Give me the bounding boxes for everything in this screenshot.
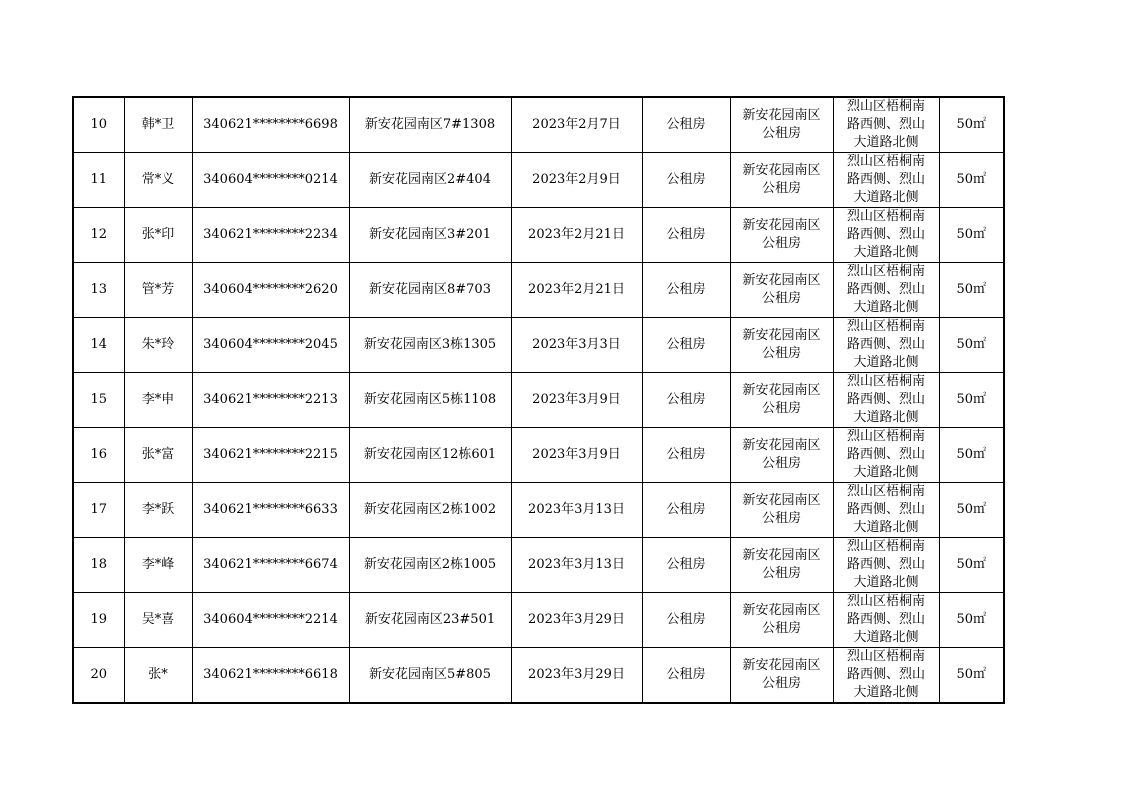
cell-location-line: 路西侧、烈山 (846, 557, 925, 572)
cell-project (730, 97, 833, 153)
cell-id-number: 340604********2620 (192, 263, 349, 318)
cell-location-line: 路西侧、烈山 (846, 337, 925, 352)
cell-location-line: 烈山区梧桐南 (846, 154, 925, 169)
cell-location-line: 大道路北侧 (853, 355, 919, 370)
cell-area: 50㎡ (939, 97, 1004, 153)
cell-date: 2023年3月3日 (511, 318, 642, 373)
cell-project-line: 新安花园南区 (742, 438, 821, 453)
cell-location (833, 97, 939, 153)
cell-project (730, 263, 833, 318)
cell-name: 韩*卫 (124, 97, 192, 153)
cell-location-line: 烈山区梧桐南 (846, 649, 925, 664)
cell-id-number: 340621********6633 (192, 483, 349, 538)
cell-housing-type: 公租房 (642, 483, 730, 538)
cell-name: 李*峰 (124, 538, 192, 593)
cell-location-line: 大道路北侧 (853, 630, 919, 645)
cell-address: 新安花园南区7#1308 (349, 97, 511, 153)
cell-id-number: 340621********2234 (192, 208, 349, 263)
cell-location-line: 大道路北侧 (853, 465, 919, 480)
cell-id-number: 340621********6698 (192, 97, 349, 153)
cell-location (833, 428, 939, 483)
table-row (73, 263, 1004, 318)
cell-project (730, 483, 833, 538)
cell-housing-type: 公租房 (642, 318, 730, 373)
cell-project-line: 新安花园南区 (742, 383, 821, 398)
cell-number: 11 (73, 153, 124, 208)
cell-number: 10 (73, 97, 124, 153)
cell-area: 50㎡ (939, 593, 1004, 648)
cell-number: 13 (73, 263, 124, 318)
cell-id-number: 340604********0214 (192, 153, 349, 208)
cell-location-line: 路西侧、烈山 (846, 227, 925, 242)
table-row (73, 428, 1004, 483)
cell-id-number: 340604********2045 (192, 318, 349, 373)
cell-location (833, 373, 939, 428)
cell-housing-type: 公租房 (642, 208, 730, 263)
cell-project (730, 428, 833, 483)
cell-number: 15 (73, 373, 124, 428)
cell-number: 18 (73, 538, 124, 593)
table-body (73, 97, 1004, 703)
cell-location-line: 路西侧、烈山 (846, 667, 925, 682)
cell-location-line: 烈山区梧桐南 (846, 429, 925, 444)
cell-project-line: 新安花园南区 (742, 658, 821, 673)
cell-location-line: 路西侧、烈山 (846, 502, 925, 517)
cell-area: 50㎡ (939, 538, 1004, 593)
cell-project-line: 新安花园南区 (742, 108, 821, 123)
cell-date: 2023年2月7日 (511, 97, 642, 153)
cell-housing-type: 公租房 (642, 263, 730, 318)
cell-project-line: 公租房 (761, 566, 801, 581)
cell-location-line: 大道路北侧 (853, 135, 919, 150)
cell-area: 50㎡ (939, 373, 1004, 428)
cell-location-line: 烈山区梧桐南 (846, 264, 925, 279)
cell-location-line: 烈山区梧桐南 (846, 99, 925, 114)
cell-area: 50㎡ (939, 263, 1004, 318)
cell-date: 2023年2月9日 (511, 153, 642, 208)
cell-project-line: 公租房 (761, 676, 801, 691)
cell-date: 2023年3月29日 (511, 593, 642, 648)
cell-location-line: 大道路北侧 (853, 300, 919, 315)
cell-date: 2023年3月13日 (511, 538, 642, 593)
cell-location-line: 大道路北侧 (853, 190, 919, 205)
table-row (73, 97, 1004, 153)
cell-project-line: 公租房 (761, 511, 801, 526)
cell-project-line: 新安花园南区 (742, 493, 821, 508)
cell-address: 新安花园南区2#404 (349, 153, 511, 208)
cell-project-line: 公租房 (761, 401, 801, 416)
table-row (73, 593, 1004, 648)
cell-location-line: 烈山区梧桐南 (846, 319, 925, 334)
cell-location (833, 263, 939, 318)
cell-id-number: 340621********6674 (192, 538, 349, 593)
cell-date: 2023年3月9日 (511, 373, 642, 428)
cell-location (833, 208, 939, 263)
cell-number: 16 (73, 428, 124, 483)
cell-project (730, 153, 833, 208)
cell-area: 50㎡ (939, 648, 1004, 704)
cell-project-line: 新安花园南区 (742, 548, 821, 563)
cell-address: 新安花园南区3栋1305 (349, 318, 511, 373)
cell-area: 50㎡ (939, 428, 1004, 483)
document-page (72, 96, 1005, 704)
cell-name: 张* (124, 648, 192, 704)
cell-area: 50㎡ (939, 318, 1004, 373)
cell-project (730, 538, 833, 593)
cell-location-line: 路西侧、烈山 (846, 612, 925, 627)
cell-address: 新安花园南区5栋1108 (349, 373, 511, 428)
cell-project-line: 公租房 (761, 126, 801, 141)
cell-date: 2023年2月21日 (511, 208, 642, 263)
table-row (73, 208, 1004, 263)
cell-location (833, 648, 939, 704)
cell-housing-type: 公租房 (642, 428, 730, 483)
cell-location-line: 烈山区梧桐南 (846, 594, 925, 609)
table-row (73, 538, 1004, 593)
cell-project (730, 318, 833, 373)
cell-name: 李*申 (124, 373, 192, 428)
cell-project-line: 新安花园南区 (742, 328, 821, 343)
cell-number: 17 (73, 483, 124, 538)
cell-address: 新安花园南区2栋1002 (349, 483, 511, 538)
cell-location-line: 大道路北侧 (853, 245, 919, 260)
cell-location-line: 路西侧、烈山 (846, 117, 925, 132)
cell-name: 管*芳 (124, 263, 192, 318)
cell-project-line: 公租房 (761, 621, 801, 636)
cell-housing-type: 公租房 (642, 153, 730, 208)
cell-location-line: 大道路北侧 (853, 575, 919, 590)
records-table (72, 96, 1005, 704)
cell-name: 张*印 (124, 208, 192, 263)
cell-name: 李*跃 (124, 483, 192, 538)
cell-location (833, 483, 939, 538)
cell-number: 14 (73, 318, 124, 373)
cell-location-line: 路西侧、烈山 (846, 392, 925, 407)
cell-area: 50㎡ (939, 208, 1004, 263)
cell-location-line: 烈山区梧桐南 (846, 539, 925, 554)
cell-project (730, 648, 833, 704)
cell-location (833, 318, 939, 373)
cell-project-line: 新安花园南区 (742, 603, 821, 618)
cell-housing-type: 公租房 (642, 648, 730, 704)
cell-area: 50㎡ (939, 153, 1004, 208)
cell-project-line: 公租房 (761, 181, 801, 196)
cell-location-line: 烈山区梧桐南 (846, 484, 925, 499)
cell-date: 2023年2月21日 (511, 263, 642, 318)
cell-id-number: 340621********2213 (192, 373, 349, 428)
cell-name: 张*富 (124, 428, 192, 483)
cell-location-line: 大道路北侧 (853, 520, 919, 535)
cell-project-line: 公租房 (761, 236, 801, 251)
cell-project-line: 新安花园南区 (742, 273, 821, 288)
cell-location-line: 烈山区梧桐南 (846, 374, 925, 389)
cell-project-line: 公租房 (761, 456, 801, 471)
cell-number: 12 (73, 208, 124, 263)
cell-name: 吴*喜 (124, 593, 192, 648)
cell-address: 新安花园南区3#201 (349, 208, 511, 263)
cell-housing-type: 公租房 (642, 97, 730, 153)
cell-number: 20 (73, 648, 124, 704)
cell-date: 2023年3月13日 (511, 483, 642, 538)
cell-project (730, 208, 833, 263)
cell-address: 新安花园南区8#703 (349, 263, 511, 318)
table-row (73, 373, 1004, 428)
cell-location-line: 大道路北侧 (853, 685, 919, 700)
cell-location-line: 路西侧、烈山 (846, 282, 925, 297)
cell-id-number: 340621********6618 (192, 648, 349, 704)
cell-number: 19 (73, 593, 124, 648)
cell-location (833, 593, 939, 648)
cell-location-line: 大道路北侧 (853, 410, 919, 425)
table-row (73, 483, 1004, 538)
cell-id-number: 340604********2214 (192, 593, 349, 648)
cell-address: 新安花园南区23#501 (349, 593, 511, 648)
cell-date: 2023年3月29日 (511, 648, 642, 704)
cell-project-line: 公租房 (761, 346, 801, 361)
cell-project (730, 373, 833, 428)
cell-housing-type: 公租房 (642, 593, 730, 648)
cell-location (833, 153, 939, 208)
cell-project (730, 593, 833, 648)
cell-location-line: 路西侧、烈山 (846, 172, 925, 187)
cell-address: 新安花园南区5#805 (349, 648, 511, 704)
cell-project-line: 公租房 (761, 291, 801, 306)
cell-name: 朱*玲 (124, 318, 192, 373)
table-row (73, 318, 1004, 373)
cell-location (833, 538, 939, 593)
cell-location-line: 路西侧、烈山 (846, 447, 925, 462)
table-row (73, 648, 1004, 704)
cell-project-line: 新安花园南区 (742, 218, 821, 233)
cell-date: 2023年3月9日 (511, 428, 642, 483)
cell-address: 新安花园南区12栋601 (349, 428, 511, 483)
cell-name: 常*义 (124, 153, 192, 208)
cell-id-number: 340621********2215 (192, 428, 349, 483)
cell-project-line: 新安花园南区 (742, 163, 821, 178)
cell-address: 新安花园南区2栋1005 (349, 538, 511, 593)
cell-location-line: 烈山区梧桐南 (846, 209, 925, 224)
cell-housing-type: 公租房 (642, 373, 730, 428)
cell-area: 50㎡ (939, 483, 1004, 538)
cell-housing-type: 公租房 (642, 538, 730, 593)
table-row (73, 153, 1004, 208)
